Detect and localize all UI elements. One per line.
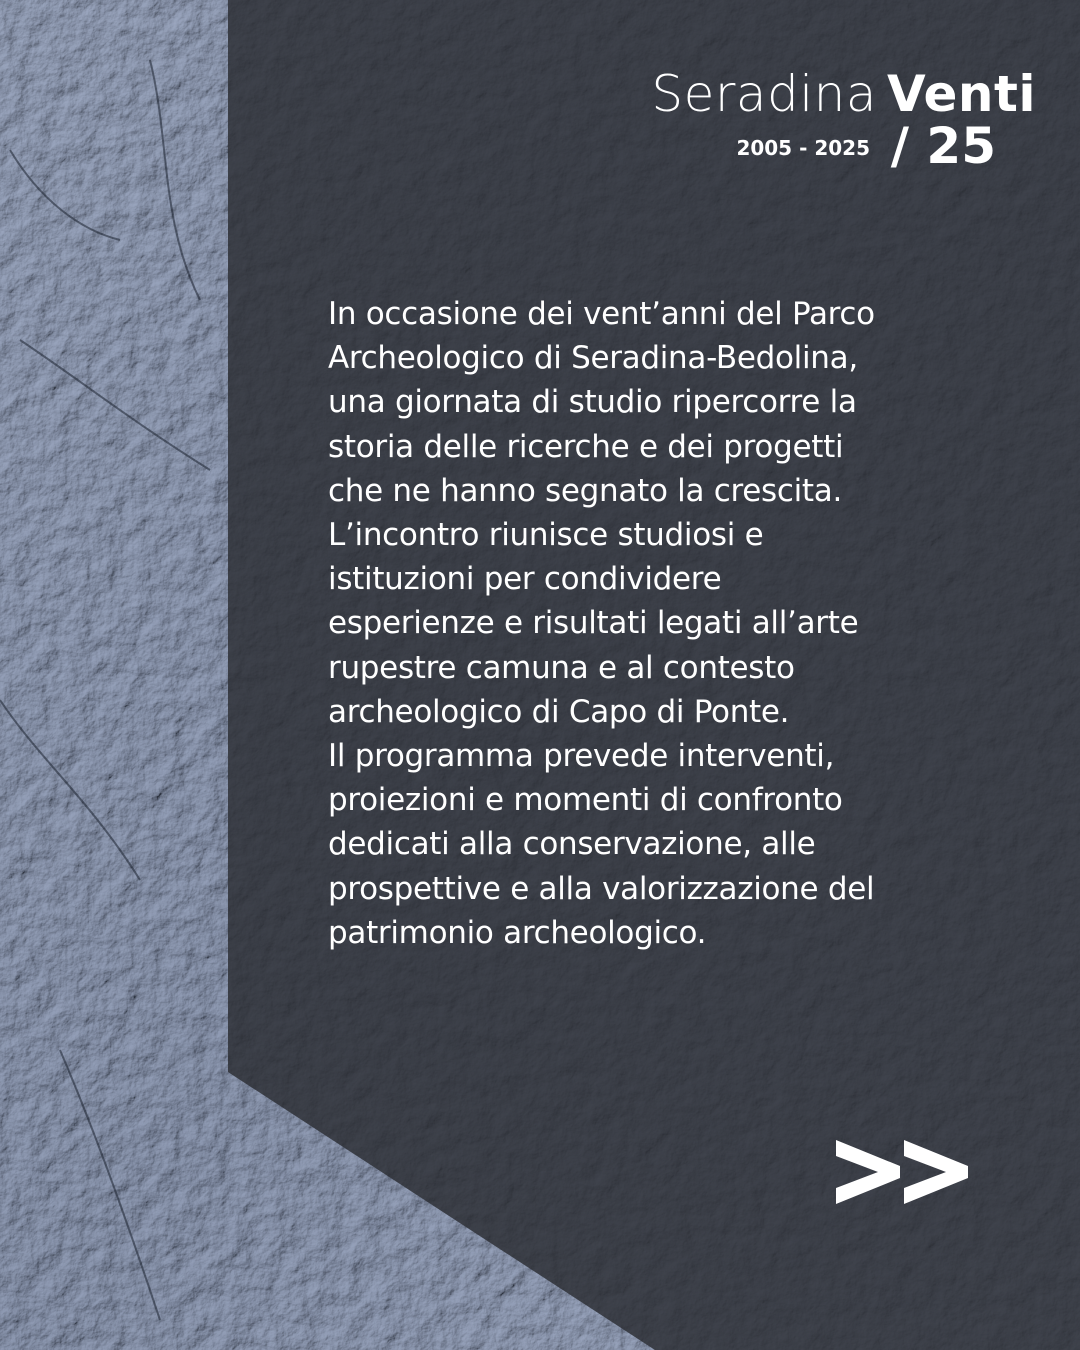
description-line: patrimonio archeologico.: [328, 914, 707, 951]
description-line: istituzioni per condividere: [328, 561, 722, 598]
description-line: prospettive e alla valorizzazione del: [328, 870, 875, 907]
description-line: Il programma prevede interventi,: [328, 738, 835, 775]
brand-years: 2005 - 2025: [736, 136, 870, 160]
brand-edition-number: / 25: [890, 117, 996, 175]
description-line: proiezioni e momenti di confronto: [328, 782, 843, 819]
description-line: L’incontro riunisce studiosi e: [328, 517, 764, 554]
description-line: archeologico di Capo di Ponte.: [328, 693, 790, 730]
brand-name: [651, 66, 1036, 122]
description-line: rupestre camuna e al contesto: [328, 649, 795, 686]
description-line: esperienze e risultati legati all’arte: [328, 605, 859, 642]
description-line: una giornata di studio ripercorre la: [328, 384, 857, 421]
description-line: storia delle ricerche e dei progetti: [328, 428, 844, 465]
description-line: dedicati alla conservazione, alle: [328, 826, 816, 863]
brand-name-bold: Venti: [886, 65, 1036, 123]
brand-logo: [516, 66, 1036, 186]
description-line: In occasione dei vent’anni del Parco: [328, 296, 875, 332]
double-chevron-right-icon[interactable]: [830, 1136, 970, 1208]
description-line: Archeologico di Seradina-Bedolina,: [328, 340, 858, 377]
description-line: che ne hanno segnato la crescita.: [328, 472, 843, 509]
brand-name-light: Seradina: [651, 65, 877, 123]
description-text: [328, 292, 1028, 955]
